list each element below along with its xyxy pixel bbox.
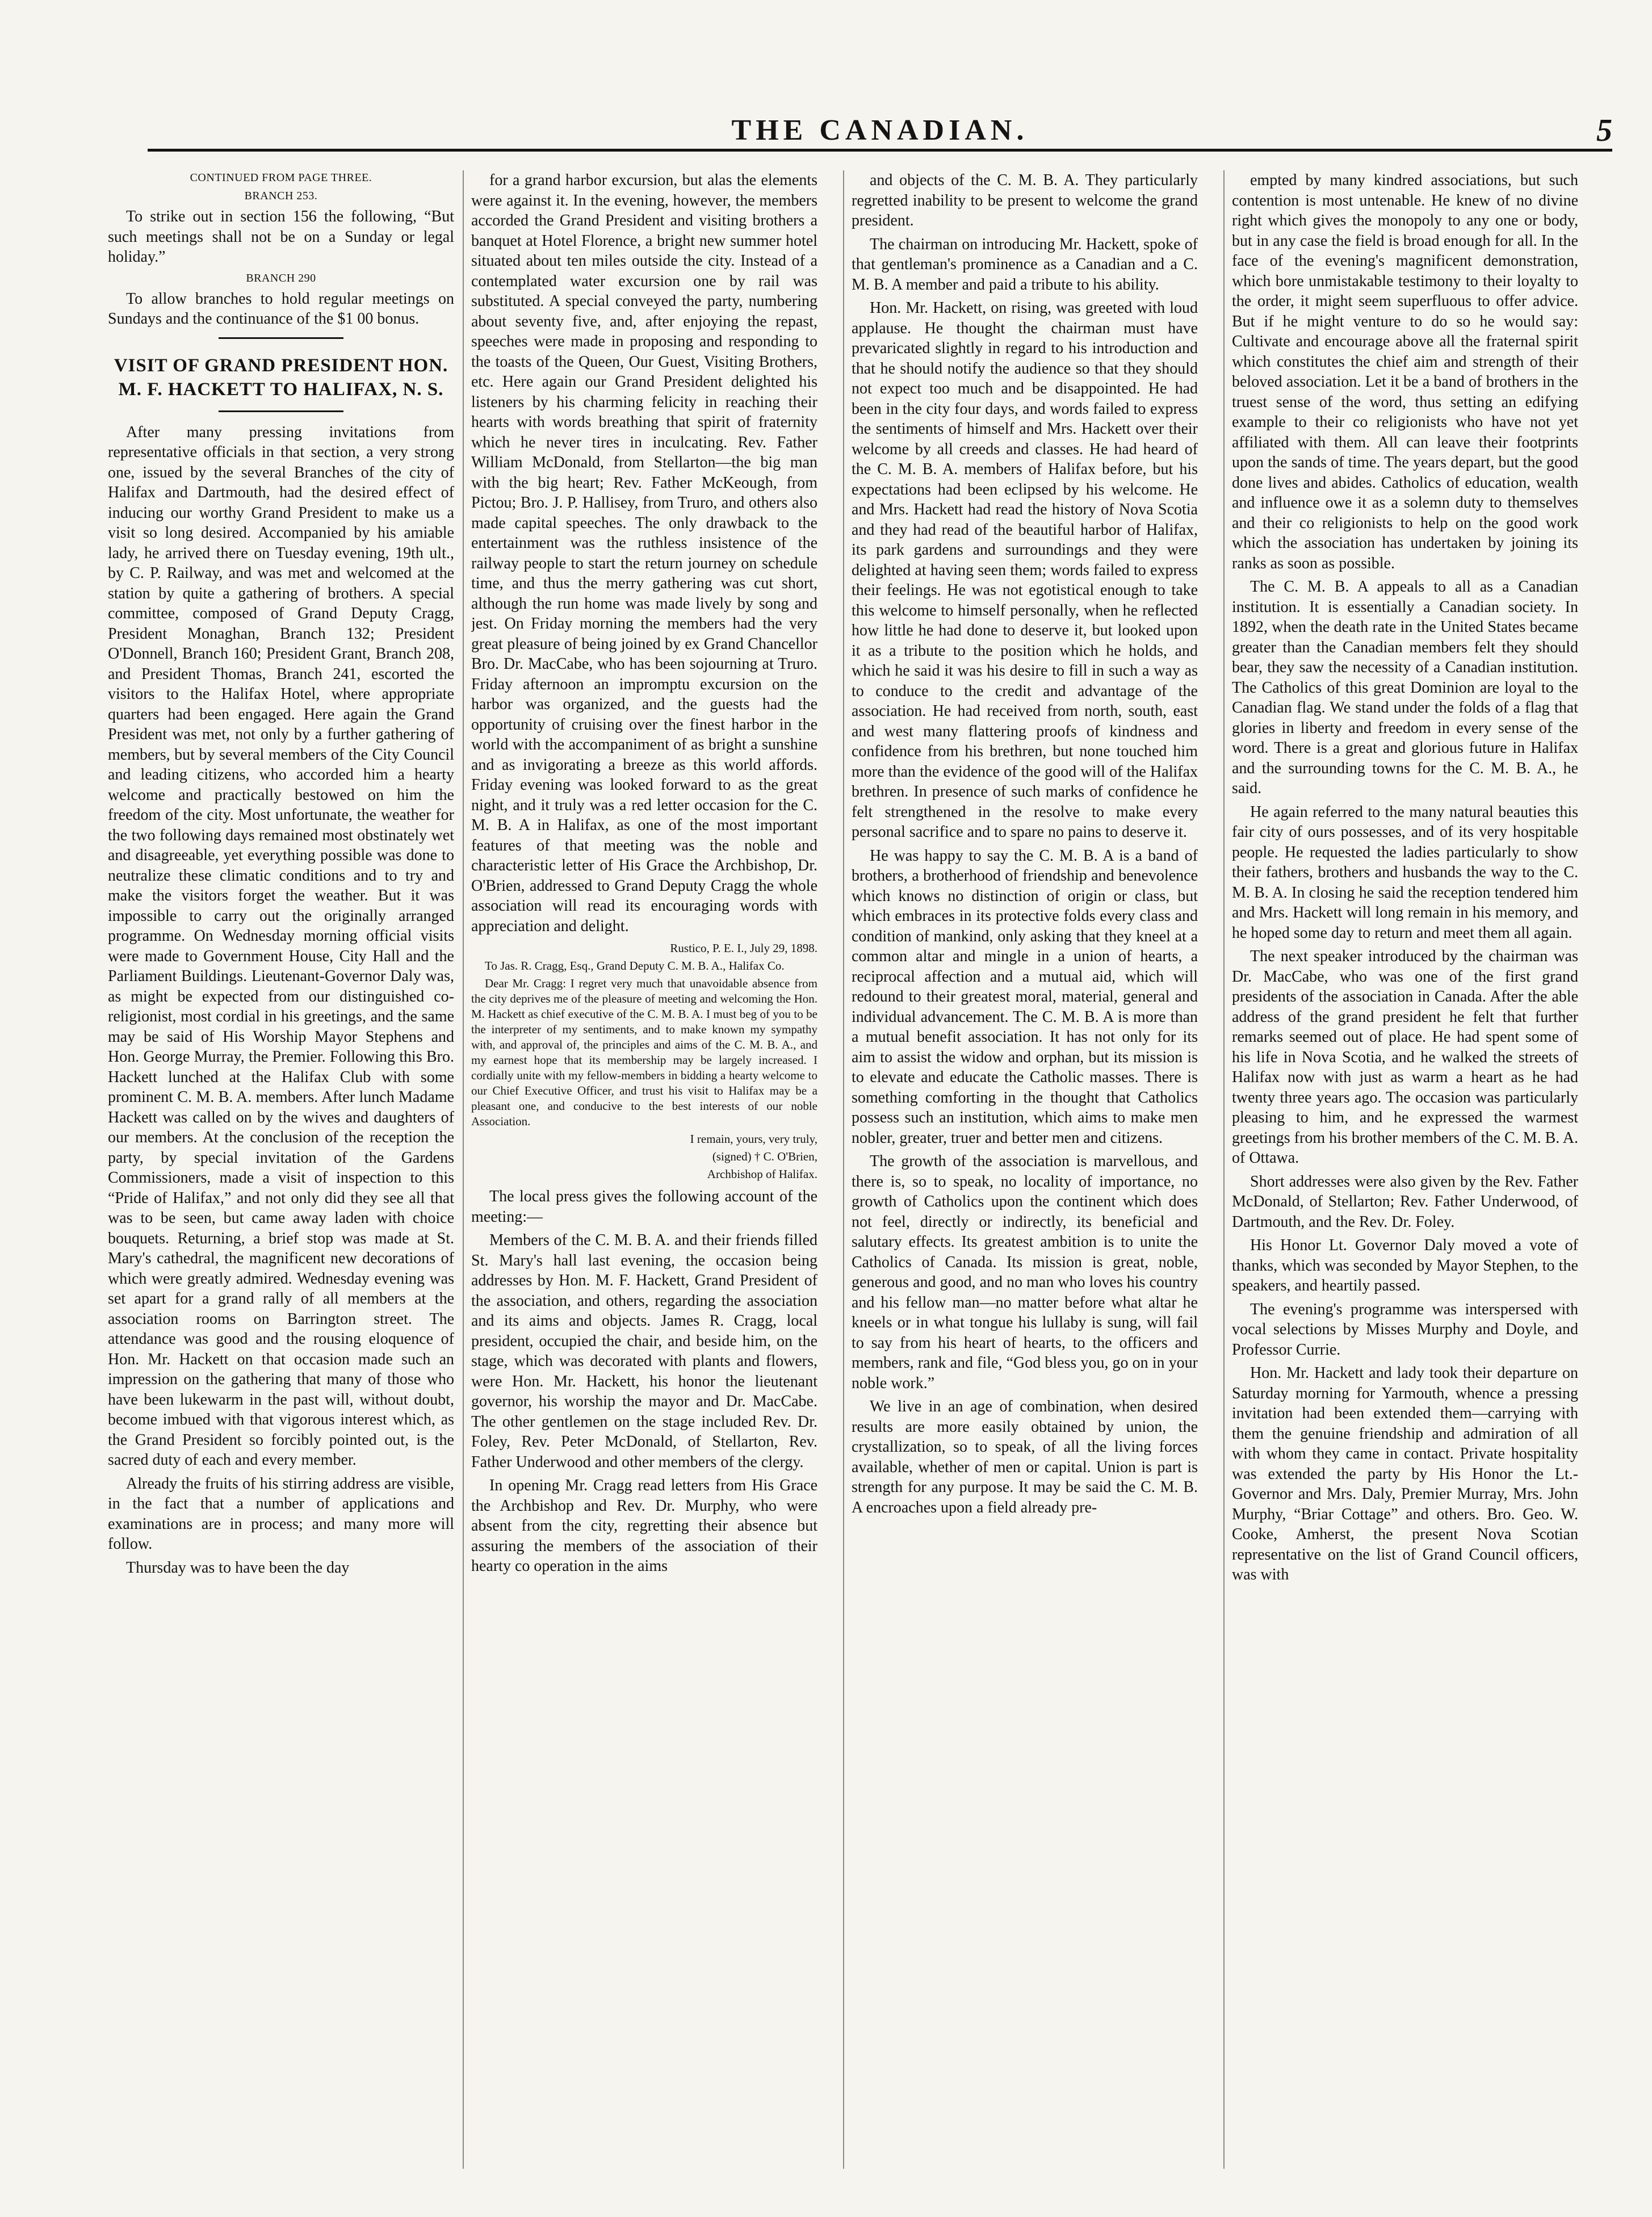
article-paragraph: for a grand harbor excursion, but alas the elements were against it. In the evening, however, the members accorded the Grand President and visiting brothers a banquet at Hotel Florence, a bright new summer hotel situated about ten miles outside the city. Instead of a contemplated water excursion one by rail was substituted. A special conveyed the party, numbering about seventy five, and, after enjoying the repast, speeches were made in proposing and responding to the toasts of the Queen, Our Guest, Visiting Brothers, etc. Here again our Grand President delighted his listeners by his charming felicity in reaching their hearts with words breathing that spirit of fraternity which he never tires in inculcating. Rev. Father William McDonald, from Stellarton—the big man with the big heart; Rev. Father McKeough, from Pictou; Bro. J. P. Hallisey, from Truro, and others also made capital speeches. The only drawback to the entertainment was the ruthless insistence of the railway people to start the return journey on schedule time, and thus the merry gathering was cut short, although the run home was made lively by song and jest. On Friday morning the members had the very great pleasure of being joined by ex Grand Chancellor Bro. Dr. MacCabe, who has been sojourning at Truro. Friday afternoon an impromptu excursion on the harbor was organized, and the guests had the opportunity of cruising over the finest harbor in the world with the accompaniment of as bright a sunshine and as invigorating a breeze as this world affords. Friday evening was looked forward to as the great night, and it truly was a red letter occasion for the C. M. B. A in Halifax, as one of the most important features of that meeting was the noble and characteristic letter of His Grace the Archbishop, Dr. O'Brien, addressed to Grand Deputy Cragg the whole association will read its encouraging words with appreciation and delight. <box>471 171 817 935</box>
letter-body: Dear Mr. Cragg: I regret very much that unavoidable absence from the city deprives me of the pleasure of meeting and welcoming the Hon. M. Hackett as chief executive of the C. M. B. A. I must beg of you to be the interpreter of my sentiments, and to make known my sympathy with, and approval of, the principles and aims of the C. M. B. A., and my earnest hope that its membership may be largely increased. I cordially unite with my fellow-members in bidding a hearty welcome to our Chief Executive Officer, and trust his visit to Halifax may be a pleasant one, and conducive to the best interests of our noble Association. <box>471 977 817 1128</box>
header-rule <box>148 149 1612 152</box>
headline-rule <box>219 410 343 412</box>
column-divider <box>1223 170 1225 2169</box>
letter-closing: I remain, yours, very truly, <box>690 1132 817 1146</box>
article-paragraph: The local press gives the following account of the meeting:— <box>471 1188 817 1226</box>
column-divider <box>843 170 844 2169</box>
article-paragraph: Thursday was to have been the day <box>126 1558 350 1577</box>
column-3 <box>852 170 1198 2191</box>
article-paragraph: We live in an age of combination, when desired results are more easily obtained by union, the crystallization, so to speak, of all the living forces available, whether of men or capital. Union is part is strength for any purpose. It may be said the C. M. B. A encroaches upon a field already pre- <box>852 1398 1198 1516</box>
article-paragraph: The chairman on introducing Mr. Hackett, spoke of that gentleman's prominence as a Canadian and a C. M. B. A member and paid a tribute to his ability. <box>852 235 1198 294</box>
article-paragraph: Members of the C. M. B. A. and their friends filled St. Mary's hall last evening, the occasion being addresses by Hon. M. F. Hackett, Grand President of the association, and others, regarding the association and its aims and objects. James R. Cragg, local president, occupied the chair, and beside him, on the stage, which was decorated with plants and flowers, were Hon. Mr. Hackett, his honor the lieutenant governor, his worship the mayor and Dr. MacCabe. The other gentlemen on the stage included Rev. Dr. Foley, Rev. Peter McDonald, of Stellarton, Rev. Father Underwood and other members of the clergy. <box>471 1231 817 1471</box>
branch-text: To allow branches to hold regular meetings on Sundays and the continuance of the $1 00 bonus. <box>108 290 454 328</box>
article-paragraph: Short addresses were also given by the Rev. Father McDonald, of Stellarton; Rev. Father Underwood, of Dartmouth, and the Rev. Dr. Foley. <box>1232 1172 1578 1231</box>
page-number: 5 <box>1596 113 1612 148</box>
page-header <box>148 108 1612 148</box>
column-4 <box>1232 170 1578 2191</box>
letter-address: To Jas. R. Cragg, Esq., Grand Deputy C. M. B. A., Halifax Co. <box>485 959 785 973</box>
article-paragraph: The evening's programme was interspersed with vocal selections by Misses Murphy and Doyle, and Professor Currie. <box>1232 1300 1578 1359</box>
masthead-title: THE CANADIAN. <box>731 114 1029 146</box>
article-paragraph: His Honor Lt. Governor Daly moved a vote of thanks, which was seconded by Mayor Stephen, to the speakers, and heartily passed. <box>1232 1237 1578 1294</box>
article-headline: VISIT OF GRAND PRESIDENT HON. M. F. HACKETT TO HALIFAX, N. S. <box>114 355 448 400</box>
article-paragraph: In opening Mr. Cragg read letters from His Grace the Archbishop and Rev. Dr. Murphy, who were absent from the city, regretting their absence but assuring the members of the association of their hearty co operation in the aims <box>471 1477 817 1575</box>
archbishop-letter <box>471 941 817 1182</box>
article-paragraph: and objects of the C. M. B. A. They particularly regretted inability to be present to welcome the grand president. <box>852 171 1198 229</box>
letter-dateline: Rustico, P. E. I., July 29, 1898. <box>670 941 817 955</box>
column-divider <box>463 170 464 2169</box>
letter-title: Archbishop of Halifax. <box>707 1167 817 1181</box>
article-paragraph: The next speaker introduced by the chairman was Dr. MacCabe, who was one of the first grand presidents of the association in Canada. After the able address of the grand president he felt that further remarks seemed out of place. He had spent some of his life in Nova Scotia, and he walked the streets of Halifax now with just as warm a heart as he had twenty three years ago. The occasion was particularly pleasing to him, and he expressed the warmest greetings from his brother members of the C. M. B. A. of Ottawa. <box>1232 948 1578 1167</box>
article-paragraph: He again referred to the many natural beauties this fair city of ours possesses, and of its very hospitable people. He requested the ladies particularly to show their fathers, brothers and husbands the way to the C. M. B. A. In closing he said the reception tendered him and Mrs. Hackett will long remain in his memory, and he hoped some day to return and meet them all again. <box>1232 803 1578 942</box>
branch-text: To strike out in section 156 the following, “But such meetings shall not be on a Sunday or legal holiday.” <box>108 208 454 266</box>
article-paragraph: After many pressing invitations from representative officials in that section, a very strong one, issued by the several Branches of the city of Halifax and Dartmouth, had the desired effect of inducing our worthy Grand President to make us a visit so long desired. Accompanied by his amiable lady, he arrived there on Tuesday evening, 19th ult., by C. P. Railway, and was met and welcomed at the station by quite a gathering of brothers. A special committee, composed of Grand Deputy Cragg, President Monaghan, Branch 132; President O'Donnell, Branch 160; President Grant, Branch 208, and President Thomas, Branch 241, escorted the visitors to the Halifax Hotel, where appropriate quarters had been engaged. Here again the Grand President was met, not only by a further gathering of members, but by several members of the City Council and leading citizens, who accorded him a hearty welcome and practically bestowed on him the freedom of the city. Most unfortunate, the weather for the two following days remained most obstinately wet and disagreeable, yet everything possible was done to neutralize these climatic conditions and to try and make the visitors forget the weather. But it was impossible to carry out the originally arranged programme. On Wednesday morning official visits were made to Government House, City Hall and the Parliament Buildings. Lieutenant-Governor Daly was, as might be expected from our distinguished co-religionist, most cordial in his greetings, and the same may be said of His Worship Mayor Stephens and Hon. George Murray, the Premier. Following this Bro. Hackett lunched at the Halifax Club with some prominent C. M. B. A. members. After lunch Madame Hackett was called on by the wives and daughters of our members. At the conclusion of the reception the party, by special invitation of the Gardens Commissioners, made a visit of inspection to this “Pride of Halifax,” and not only did they see all that was to be seen, but came away laden with choice bouquets. Returning, a brief stop was made at St. Mary's cathedral, the magnificent new decorations of which were greatly admired. Wednesday evening was set apart for a grand rally of all members at the association rooms on Barrington street. The attendance was good and the rousing eloquence of Hon. Mr. Hackett on that occasion made such an impression on the gathering that many of those who have been lukewarm in the past will, without doubt, become imbued with that vigorous interest which, as the Grand President so forcibly pointed out, is the sacred duty of each and every member. <box>108 423 454 1469</box>
article-paragraph: Already the fruits of his stirring address are visible, in the fact that a number of applications and examinations are in process; and many more will follow. <box>108 1474 454 1553</box>
branch-heading: BRANCH 253. <box>244 190 318 202</box>
article-paragraph: Hon. Mr. Hackett and lady took their departure on Saturday morning for Yarmouth, whence a pressing invitation had been extended them—carrying with them the genuine friendship and admiration of all with whom they came in contact. Private hospitality was extended the party by His Honor the Lt.-Governor and Mrs. Daly, Premier Murray, Mrs. John Murphy, “Briar Cottage” and others. Bro. Geo. W. Cooke, Amherst, the present Nova Scotian representative on the list of Grand Council officers, was with <box>1232 1364 1578 1583</box>
continued-line: CONTINUED FROM PAGE THREE. <box>190 171 372 184</box>
article-paragraph: empted by many kindred associations, but such contention is most untenable. He knew of no divine right which gives the monopoly to any one or body, but in any case the field is broad enough for all. In the face of the evening's magnificent demonstration, which bore unmistakable testimony to their loyalty to the order, it might seem superfluous to offer advice. But if he might venture to do so he would say: Cultivate and encourage above all the fraternal spirit which constitutes the chief aim and strength of their beloved association. Let it be a band of brothers in the truest sense of the word, thus setting an edifying example to their co religionists who have not yet affiliated with them. All can leave their footprints upon the sands of time. The years depart, but the good done lives and abides. Catholics of education, wealth and influence owe it as a solemn duty to themselves and their co religionists to help on the good work which the association has undertaken by joining its ranks as soon as possible. <box>1232 171 1578 572</box>
article-paragraph: The C. M. B. A appeals to all as a Canadian institution. It is essentially a Canadian society. In 1892, when the death rate in the United States became greater than the Canadian members felt they should bear, they saw the necessity of a Canadian institution. The Catholics of this great Dominion are loyal to the Canadian flag. We stand under the folds of a flag that glories in liberty and freedom in every sense of the word. There is a great and glorious future in Halifax and the surrounding towns for the C. M. B. A., he said. <box>1232 578 1578 797</box>
branch-heading: BRANCH 290 <box>246 271 316 284</box>
article-paragraph: He was happy to say the C. M. B. A is a band of brothers, a brotherhood of friendship and benevolence which knows no distinction of origin or class, but which embraces in its protective folds every class and condition of mankind, only asking that they kneel at a common altar and mingle in a union of hearts, a reciprocal affection and a mutual aid, which will redound to their greatest moral, material, general and individual advancement. The C. M. B. A is more than a mutual benefit association. It has not only for its aim to assist the widow and orphan, but its mission is to elevate and educate the Catholic masses. There is something comforting in the thought that Catholics possess such an institution, which aims to make men nobler, greater, truer and better men and citizens. <box>852 846 1198 1147</box>
column-1 <box>108 170 454 2191</box>
column-2 <box>471 170 817 2191</box>
section-rule <box>219 337 343 339</box>
letter-signature: (signed) † C. O'Brien, <box>712 1150 817 1163</box>
article-paragraph: Hon. Mr. Hackett, on rising, was greeted with loud applause. He thought the chairman must have prevaricated slightly in regard to his introduction and that he should notify the audience so that they should not expect too much and be disappointed. He had been in the city four days, and words failed to express the sentiments of himself and Mrs. Hackett over their welcome by all creeds and classes. He had heard of the C. M. B. A. members of Halifax before, but his expectations had been eclipsed by his welcome. He and Mrs. Hackett had read the history of Nova Scotia and they had read of the beautiful harbor of Halifax, its park gardens and surroundings and they were delighted at having seen them; words failed to express their feelings. He was not egotistical enough to take this welcome to himself personally, when he reflected how little he had done to deserve it, but looked upon it as a tribute to the position which he holds, and which he said it was his desire to fill in such a way as to conduce to the credit and advantage of the association. He had received from north, south, east and west many flattering proofs of kindness and confidence from his brethren, but none touched him more than the evidence of the good will of the Halifax brethren. In presence of such marks of confidence he felt strengthened in the resolve to make every personal sacrifice and to spare no pains to deserve it. <box>852 299 1198 841</box>
article-paragraph: The growth of the association is marvellous, and there is, so to speak, no locality of importance, no growth of Catholics upon the continent which does not feel, directly or indirectly, its beneficial and salutary effects. Its greatest ambition is to unite the Catholics of Canada. Its mission is great, noble, generous and good, and no man who loves his country and his fellow man—no matter before what altar he kneels or in what tongue his lullaby is sung, will fail to say from his heart of hearts, to the officers and members, rank and file, “God bless you, go on in your noble work.” <box>852 1152 1198 1392</box>
